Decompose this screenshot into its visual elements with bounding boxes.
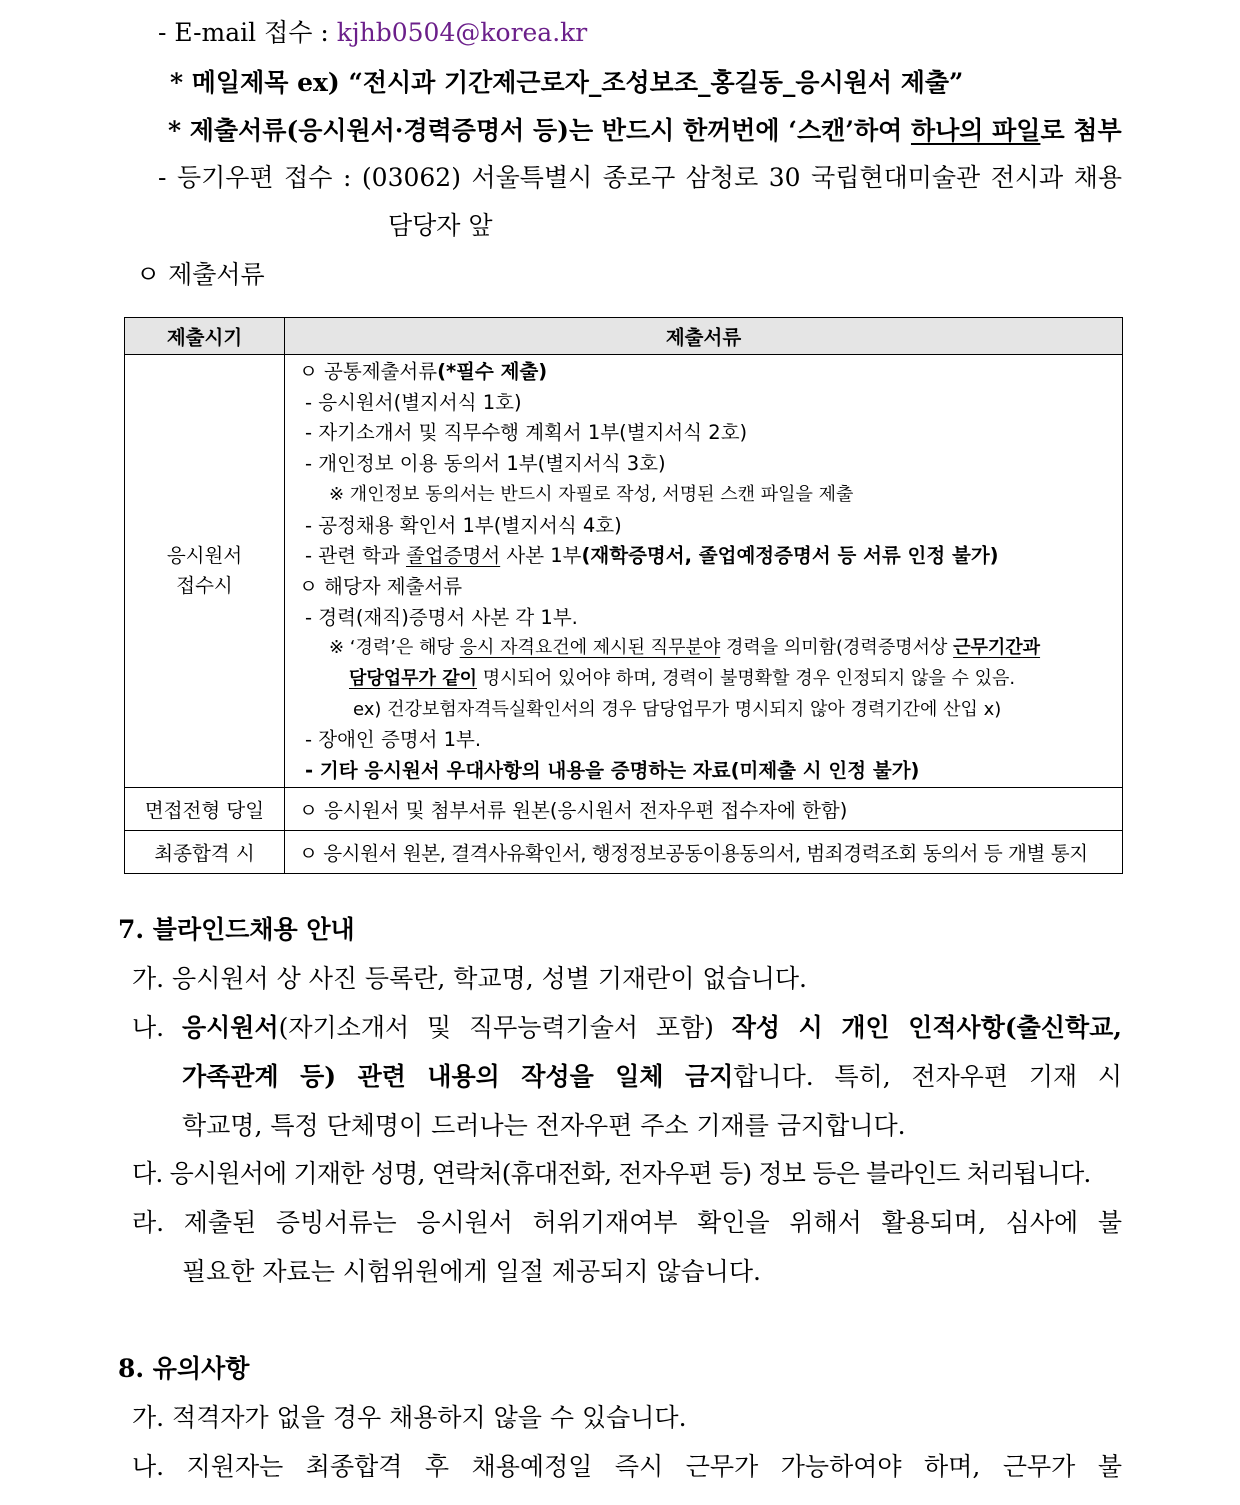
item-application: - 응시원서(별지서식 1호) [305, 390, 522, 414]
note-career-example: ex) 건강보험자격득실확인서의 경우 담당업무가 명시되지 않아 경력기간에 산입 x) [353, 698, 1002, 720]
row1-time-line2: 접수시 [176, 573, 233, 597]
row1-time-line1: 응시원서 [166, 543, 243, 567]
email-label: - E-mail 접수 : [158, 18, 337, 47]
section8-title: 8. 유의사항 [118, 1354, 250, 1383]
mail-address-line2: 담당자 앞 [388, 211, 493, 240]
table-row [125, 830, 1123, 873]
common-docs-title [299, 357, 1114, 388]
common-docs-required: (*필수 제출) [437, 360, 548, 383]
table-row [125, 787, 1123, 830]
header-docs: 제출서류 [285, 318, 1123, 355]
na-bold1: 응시원서 [182, 1013, 279, 1042]
section7-item-na-line1 [182, 1012, 1122, 1044]
note-career-f: 명시되어 있어야 하며, 경력이 불명확할 경우 인정되지 않을 수 있음. [476, 668, 1016, 690]
row1-docs [285, 355, 1123, 788]
subject-note-example: “전시과 기간제근로자_조성보조_홍길동_응시원서 제출” [348, 68, 964, 97]
na-text2: 합니다. 특히, 전자우편 기재 시 [733, 1062, 1123, 1091]
section8-item-na-line1: 나. 지원자는 최종합격 후 채용예정일 즉시 근무가 가능하여야 하며, 근무가 불 [132, 1452, 1122, 1481]
item-graduation-prefix: - 관련 학과 [305, 544, 406, 568]
section7-item-ga: 가. 응시원서 상 사진 등록란, 학교명, 성별 기재란이 없습니다. [132, 964, 807, 993]
row2-time: 면접전형 당일 [125, 787, 285, 830]
section7-item-na-marker: 나. [132, 1013, 165, 1042]
attachment-note [168, 115, 1122, 147]
attachment-note-suffix: 로 첨부 [1040, 116, 1122, 145]
docs-heading: ㅇ 제출서류 [136, 260, 265, 289]
item-disability: - 장애인 증명서 1부. [305, 728, 482, 752]
note-career-b: 응시 자격요건에 제시된 직무분야 [459, 637, 721, 659]
header-time: 제출시기 [125, 318, 285, 355]
row3-docs: ㅇ 응시원서 원본, 결격사유확인서, 행정정보공동이용동의서, 범죄경력조회 동의서 등 개별 통지 [285, 830, 1123, 873]
na-bold3: 가족관계 등) 관련 내용의 작성을 일체 금지 [182, 1062, 734, 1091]
note-career-e: 담당업무가 같이 [349, 668, 477, 690]
section7-item-da: 다. 응시원서에 기재한 성명, 연락처(휴대전화, 전자우편 등) 정보 등은 블라인드 처리됩니다. [132, 1159, 1091, 1188]
item-career: - 경력(재직)증명서 사본 각 1부. [305, 605, 578, 629]
attachment-note-underlined: 하나의 파일 [910, 116, 1041, 145]
subject-note-prefix: * 메일제목 ex) [170, 68, 349, 97]
row3-time: 최종합격 시 [125, 830, 285, 873]
common-docs-title-text: ㅇ 공통제출서류 [299, 360, 438, 383]
table-header-row [125, 318, 1123, 355]
na-text1: (자기소개서 및 직무능력기술서 포함) [278, 1013, 732, 1042]
section7-title: 7. 블라인드채용 안내 [118, 915, 355, 944]
email-address-link[interactable]: kjhb0504@korea.kr [336, 18, 588, 47]
item-graduation-underlined: 졸업증명서 [405, 544, 501, 568]
table-row [125, 355, 1123, 788]
item-fair-hiring: - 공정채용 확인서 1부(별지서식 4호) [305, 513, 622, 537]
note-career-a: ※ ‘경력’은 해당 [329, 637, 460, 659]
na-bold2: 작성 시 개인 인적사항(출신학교, [731, 1013, 1122, 1042]
item-privacy: - 개인정보 이용 동의서 1부(별지서식 3호) [305, 452, 666, 476]
applicable-docs-title: ㅇ 해당자 제출서류 [299, 574, 463, 598]
attachment-note-prefix: * 제출서류(응시원서·경력증명서 등)는 반드시 한꺼번에 ‘스캔’하여 [168, 116, 911, 145]
note-career-d: 근무기간과 [953, 637, 1041, 659]
note-privacy: ※ 개인정보 동의서는 반드시 자필로 작성, 서명된 스캔 파일을 제출 [329, 483, 854, 505]
mail-address-line1: - 등기우편 접수 : (03062) 서울특별시 종로구 삼청로 30 국립현대미술관 전시과 채용 [158, 163, 1122, 192]
item-intro: - 자기소개서 및 직무수행 계획서 1부(별지서식 2호) [305, 421, 748, 445]
item-other-preference: - 기타 응시원서 우대사항의 내용을 증명하는 자료(미제출 시 인정 불가) [305, 759, 920, 783]
item-graduation-bold: (재학증명서, 졸업예정증명서 등 서류 인정 불가) [581, 544, 999, 568]
section7-item-ra-line1: 라. 제출된 증빙서류는 응시원서 허위기재여부 확인을 위해서 활용되며, 심사에 불 [132, 1208, 1122, 1237]
row2-docs: ㅇ 응시원서 및 첨부서류 원본(응시원서 전자우편 접수자에 한함) [285, 787, 1123, 830]
section7-item-ra-line2: 필요한 자료는 시험위원에게 일절 제공되지 않습니다. [182, 1257, 761, 1286]
row1-time [125, 355, 285, 788]
section7-item-na-line2 [182, 1061, 1122, 1093]
section7-item-na-line3: 학교명, 특정 단체명이 드러나는 전자우편 주소 기재를 금지합니다. [182, 1111, 906, 1140]
section8-item-ga: 가. 적격자가 없을 경우 채용하지 않을 수 있습니다. [132, 1403, 687, 1432]
submission-table [124, 317, 1123, 874]
item-graduation-mid: 사본 1부 [500, 544, 582, 568]
note-career [299, 633, 1114, 664]
note-career-cont [299, 664, 1114, 695]
note-career-c: 경력을 의미함(경력증명서상 [720, 637, 954, 659]
subject-note [170, 67, 963, 99]
item-graduation [299, 541, 1114, 572]
email-line [158, 17, 587, 49]
